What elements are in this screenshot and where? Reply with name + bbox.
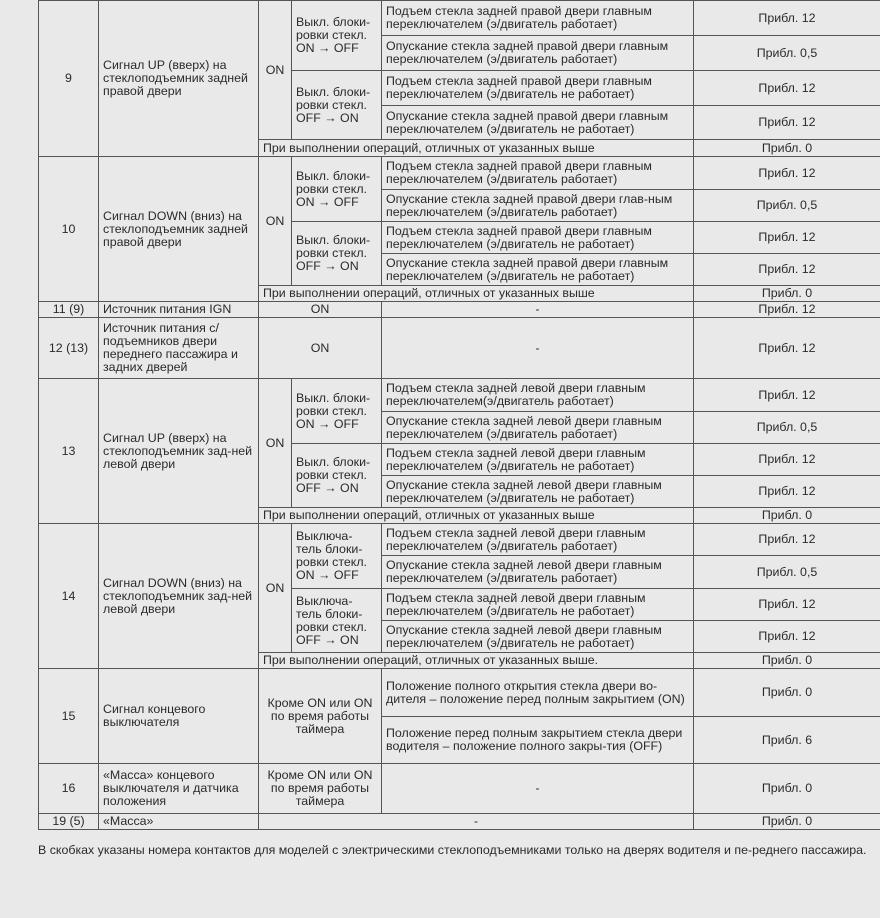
test-condition: Подъем стекла задней левой двери главным переключателем(э/двигатель работает) [382,379,694,412]
test-condition: Положение перед полным закрытием стекла двери водителя – положение полного закры-тия (OFF) [382,717,694,764]
test-condition: Подъем стекла задней правой двери главным переключателем (э/двигатель не работает) [382,71,694,106]
test-condition: Опускание стекла задней левой двери главным переключателем (э/двигатель не работает) [382,621,694,653]
other-operations: При выполнении операций, отличных от указанных выше [259,508,694,524]
ignition-state: ON [259,157,292,286]
other-operations: При выполнении операций, отличных от указанных выше [259,140,694,157]
voltage-value: Прибл. 12 [694,157,880,190]
test-condition: Опускание стекла задней левой двери главным переключателем (э/двигатель работает) [382,556,694,589]
table-row [39,814,880,830]
table-row [39,764,880,814]
ignition-state: ON [259,1,292,140]
voltage-value: Прибл. 0 [694,140,880,157]
lock-switch-condition: Выкл. блоки-ровки стекл. ON → OFF [292,1,382,71]
voltage-value: Прибл. 0 [694,814,880,830]
test-condition: - [382,764,694,814]
signal-name: «Масса» концевого выключателя и датчика положения [99,764,259,814]
voltage-value: Прибл. 12 [694,1,880,36]
signal-name: Сигнал DOWN (вниз) на стеклоподъемник задней правой двери [99,157,259,302]
voltage-value: Прибл. 12 [694,71,880,106]
table-row [39,318,880,379]
signal-name: Сигнал UP (вверх) на стеклоподъемник зад-ней левой двери [99,379,259,524]
voltage-value: Прибл. 0 [694,669,880,717]
table-row [39,379,880,412]
voltage-value: Прибл. 12 [694,524,880,556]
test-condition: Опускание стекла задней правой двери глав-ным переключателем (э/двигатель работает) [382,190,694,222]
ignition-state: ON [259,379,292,508]
ignition-state: ON [259,318,382,379]
pin-number: 14 [39,524,99,669]
pin-number: 15 [39,669,99,764]
test-condition: Подъем стекла задней правой двери главным переключателем (э/двигатель работает) [382,1,694,36]
voltage-value: Прибл. 0,5 [694,190,880,222]
voltage-value: Прибл. 12 [694,589,880,621]
ignition-state: Кроме ON или ON по время работы таймера [259,764,382,814]
ignition-state: ON [259,302,382,318]
lock-switch-condition: Выключа-тель блоки-ровки стекл. ON → OFF [292,524,382,589]
ignition-state: Кроме ON или ON по время работы таймера [259,669,382,764]
table-row [39,669,880,717]
pin-number: 13 [39,379,99,524]
test-condition: Опускание стекла задней левой двери главным переключателем (э/двигатель работает) [382,412,694,444]
voltage-value: Прибл. 12 [694,302,880,318]
signal-name: Сигнал концевого выключателя [99,669,259,764]
voltage-value: Прибл. 0 [694,653,880,669]
test-condition: Опускание стекла задней правой двери главным переключателем (э/двигатель не работает) [382,254,694,286]
voltage-value: Прибл. 0,5 [694,556,880,589]
voltage-value: Прибл. 6 [694,717,880,764]
voltage-value: Прибл. 12 [694,379,880,412]
voltage-value: Прибл. 0 [694,764,880,814]
pin-number: 11 (9) [39,302,99,318]
signal-name: Сигнал DOWN (вниз) на стеклоподъемник зад-ней левой двери [99,524,259,669]
table-row [39,1,880,36]
test-condition: Опускание стекла задней правой двери главным переключателем (э/двигатель не работает) [382,106,694,140]
connector-pin-table [38,0,880,830]
pin-number: 19 (5) [39,814,99,830]
table-row [39,157,880,190]
test-condition: Подъем стекла задней левой двери главным переключателем (э/двигатель не работает) [382,444,694,476]
pin-number: 10 [39,157,99,302]
test-condition: Опускание стекла задней правой двери главным переключателем (э/двигатель работает) [382,36,694,71]
test-condition: - [382,302,694,318]
voltage-value: Прибл. 0,5 [694,412,880,444]
signal-name: Сигнал UP (вверх) на стеклоподъемник задней правой двери [99,1,259,157]
test-condition: - [259,814,694,830]
signal-name: «Масса» [99,814,259,830]
test-condition: Опускание стекла задней левой двери главным переключателем (э/двигатель не работает) [382,476,694,508]
lock-switch-condition: Выкл. блоки-ровки стекл. OFF → ON [292,222,382,286]
signal-name: Источник питания IGN [99,302,259,318]
voltage-value: Прибл. 0 [694,508,880,524]
voltage-value: Прибл. 12 [694,254,880,286]
lock-switch-condition: Выкл. блоки-ровки стекл. ON → OFF [292,379,382,444]
lock-switch-condition: Выкл. блоки-ровки стекл. OFF → ON [292,444,382,508]
test-condition: Подъем стекла задней левой двери главным переключателем (э/двигатель не работает) [382,589,694,621]
table-row [39,302,880,318]
test-condition: - [382,318,694,379]
lock-switch-condition: Выкл. блоки-ровки стекл. ON → OFF [292,157,382,222]
other-operations: При выполнении операций, отличных от указанных выше. [259,653,694,669]
voltage-value: Прибл. 12 [694,222,880,254]
test-condition: Подъем стекла задней правой двери главным переключателем (э/двигатель работает) [382,157,694,190]
pin-number: 12 (13) [39,318,99,379]
lock-switch-condition: Выключа-тель блоки-ровки стекл. OFF → ON [292,589,382,653]
signal-name: Источник питания с/подъемников двери переднего пассажира и задних дверей [99,318,259,379]
voltage-value: Прибл. 12 [694,318,880,379]
footnote: В скобках указаны номера контактов для моделей с электрическими стеклоподъемниками только на дверях водителя и пе-реднего пассажира. [38,843,867,857]
voltage-value: Прибл. 12 [694,621,880,653]
ignition-state: ON [259,524,292,653]
voltage-value: Прибл. 12 [694,444,880,476]
test-condition: Подъем стекла задней правой двери главным переключателем (э/двигатель не работает) [382,222,694,254]
voltage-value: Прибл. 12 [694,476,880,508]
lock-switch-condition: Выкл. блоки-ровки стекл. OFF → ON [292,71,382,140]
pin-number: 9 [39,1,99,157]
other-operations: При выполнении операций, отличных от указанных выше [259,286,694,302]
test-condition: Положение полного открытия стекла двери во-дителя – положение перед полным закрытием (ON) [382,669,694,717]
table-row [39,524,880,556]
test-condition: Подъем стекла задней левой двери главным переключателем (э/двигатель работает) [382,524,694,556]
voltage-value: Прибл. 0 [694,286,880,302]
voltage-value: Прибл. 0,5 [694,36,880,71]
voltage-value: Прибл. 12 [694,106,880,140]
pin-number: 16 [39,764,99,814]
